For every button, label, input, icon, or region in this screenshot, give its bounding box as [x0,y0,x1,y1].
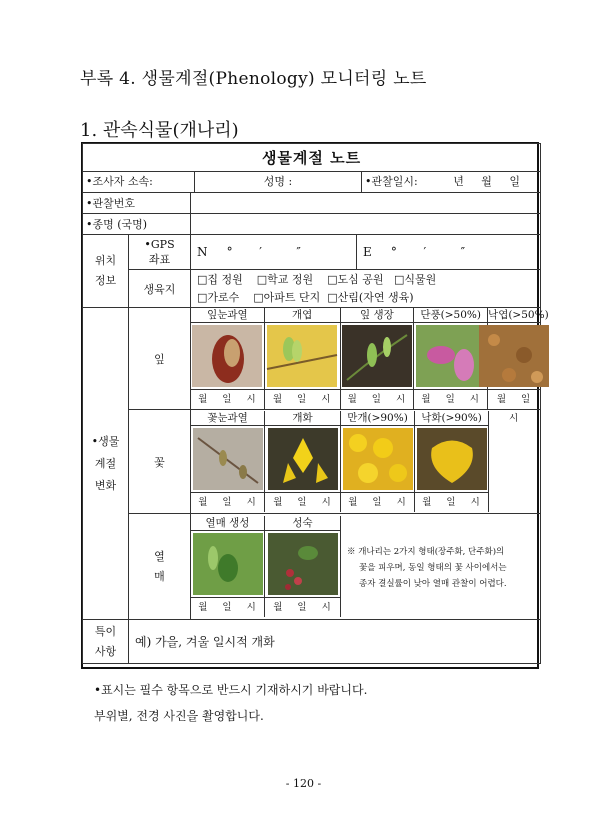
leaf-stage-date[interactable]: 월 일 시 [272,394,332,405]
flower-stage-name: 개화 [265,411,340,426]
flower-stage-date[interactable]: 월 일 시 [348,497,407,508]
fruit-stage-date[interactable]: 월 일 시 [273,602,332,613]
habitat-options[interactable] [191,270,541,308]
fruit-label: 열 매 [129,514,191,620]
page-number: - 120 - [285,777,322,790]
leaf-stage-name: 단풍(>50%) [414,308,487,323]
fruit-stage-name: 성숙 [265,516,340,531]
flower-stage-name: 만개(>90%) [341,411,414,426]
appendix-heading: 부록 4. 생물계절(Phenology) 모니터링 노트 [80,69,427,89]
fruit-note-line1: ※ 개나리는 2가지 형태(장주화, 단주화)의 [347,547,505,557]
leaf-stage-photo [265,323,340,390]
leaf-stage-date[interactable]: 월 일 시 [347,394,407,405]
species-label: •종명 (국명) [83,214,191,235]
fruit-stage-date[interactable]: 월 일 시 [198,602,257,613]
leaf-stage-2 [265,308,341,409]
habitat-options-line2[interactable]: □가로수 □아파트 단지 □산림(자연 생육) [197,290,414,304]
footnote-required: •표시는 필수 항목으로 반드시 기재하시기 바랍니다. [94,683,368,697]
habitat-label: 생육지 [129,270,191,308]
affiliation-label: •조사자 소속: [83,172,195,192]
flower-stage-4 [415,411,489,512]
leaf-stage-photo [191,323,264,390]
location-group-label: 위치 정보 [83,235,129,308]
flower-stage-photo [265,426,340,493]
footnote-photo: 부위별, 전경 사진을 촬영합니다. [94,709,264,723]
flower-stage-2 [265,411,341,512]
flower-empty-cell [489,411,540,511]
gps-label: •GPS 좌표 [129,235,191,270]
phenology-note-table [82,143,549,664]
fruit-stages [191,514,541,620]
fruit-stage-1 [191,516,265,617]
species-value[interactable] [191,214,541,235]
flower-stage-photo [341,426,414,493]
flower-stage-date[interactable]: 월 일 시 [422,497,481,508]
leaf-stage-date[interactable]: 월 일 시 [496,394,532,424]
flower-stage-name: 꽃눈과열 [191,411,264,426]
observer-row [83,172,541,193]
fruit-stage-photo [191,531,264,598]
gps-e-value[interactable]: E ° ′ ″ [357,235,541,270]
flower-stages [191,410,541,514]
phenology-change-label: •생물 계절 변화 [83,308,129,620]
obs-no-value[interactable] [191,193,541,214]
flower-stage-date[interactable]: 월 일 시 [273,497,332,508]
section-heading: 1. 관속식물(개나리) [80,120,239,141]
table-title: 생물계절 노트 [83,144,541,172]
leaf-stage-photo [341,323,414,390]
leaf-stage-5 [488,308,549,424]
flower-stage-date[interactable]: 월 일 시 [198,497,257,508]
flower-stage-3 [341,411,415,512]
leaf-stage-name: 낙엽(>50%) [488,309,549,321]
flower-stage-name: 낙화(>90%) [415,411,488,426]
fruit-note [341,516,540,592]
leaf-stage-name: 잎눈과열 [191,308,264,323]
fruit-stage-photo [265,531,340,598]
remarks-value[interactable]: 예) 가을, 겨울 일시적 개화 [129,620,541,664]
flower-stage-photo [415,426,488,493]
habitat-options-line1[interactable]: □집 정원 □학교 정원 □도심 공원 □식물원 [197,272,437,286]
name-label: 성명 : [195,172,362,192]
leaf-stage-3 [341,308,415,409]
leaf-stage-name: 개엽 [265,308,340,323]
flower-label: 꽃 [129,410,191,514]
leaf-stage-1 [191,308,265,409]
leaf-label: 잎 [129,308,191,410]
fruit-note-line3: 종자 결실률이 낮아 열매 관찰이 어렵다. [359,579,507,589]
obs-no-label: •관찰번호 [83,193,191,214]
leaf-stage-date[interactable]: 월 일 시 [421,394,480,405]
leaf-stage-date[interactable]: 월 일 시 [198,394,257,405]
leaf-stage-photo [414,323,487,390]
leaf-stage-photo [488,323,540,390]
date-label: •관찰일시: [365,175,418,188]
fruit-stage-name: 열매 생성 [191,516,264,531]
fruit-stage-2 [265,516,341,617]
fruit-note-line2: 꽃을 피우며, 동일 형태의 꽃 사이에서는 [359,563,507,573]
flower-stage-photo [191,426,264,493]
remarks-label: 특이 사항 [83,620,129,664]
date-fill: 년 월 일 [453,175,521,188]
leaf-stage-4 [414,308,488,409]
gps-n-value[interactable]: N ° ′ ″ [191,235,357,270]
flower-stage-1 [191,411,265,512]
leaf-stage-name: 잎 생장 [341,308,414,323]
